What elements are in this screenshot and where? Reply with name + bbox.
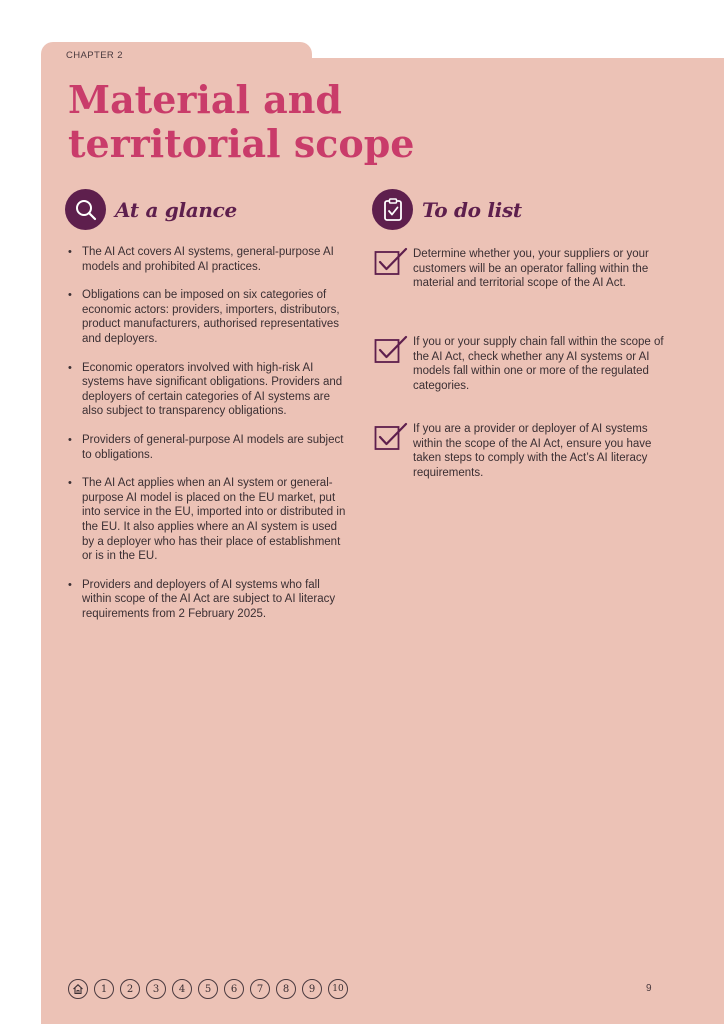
nav-page-5[interactable]: 5 (198, 979, 218, 999)
page-number: 9 (646, 983, 652, 994)
todo-text: Determine whether you, your suppliers or your customers will be an operator falling within the material and territorial scope of the AI Act. (413, 248, 649, 290)
search-icon (65, 189, 106, 230)
nav-page-9[interactable]: 9 (302, 979, 322, 999)
nav-page-2[interactable]: 2 (120, 979, 140, 999)
nav-page-6[interactable]: 6 (224, 979, 244, 999)
list-item: • Economic operators involved with high-risk AI systems have significant obligations. Providers and deployers of certain categories of AI systems are also subject to transparency obligations. (66, 361, 351, 419)
todo-text: If you or your supply chain fall within the scope of the AI Act, check whether any AI systems or AI models fall within one or more of the regulated categories. (413, 336, 664, 392)
todo-item-3 (374, 422, 664, 480)
list-item: • Providers and deployers of AI systems who fall within scope of the AI Act are subject to AI literacy requirements from 2 February 2025. (66, 578, 351, 622)
todo-text: If you are a provider or deployer of AI systems within the scope of the AI Act, ensure you have taken steps to comply with the Act’s AI literacy requirements. (413, 423, 652, 479)
list-item: • Providers of general-purpose AI models are subject to obligations. (66, 433, 351, 462)
page-title: Material and territorial scope (68, 77, 415, 166)
chapter-label: CHAPTER 2 (66, 50, 123, 61)
todo-item-2 (374, 335, 664, 393)
to-do-list-label: To do list (422, 197, 522, 222)
nav-page-4[interactable]: 4 (172, 979, 192, 999)
to-do-list-heading (372, 189, 522, 230)
nav-page-10[interactable]: 10 (328, 979, 348, 999)
checkbox-checked-icon (374, 247, 408, 277)
home-button[interactable] (68, 979, 88, 999)
nav-page-8[interactable]: 8 (276, 979, 296, 999)
todo-item-1 (374, 247, 664, 291)
chapter-navigation (68, 979, 348, 999)
list-item: • The AI Act covers AI systems, general-purpose AI models and prohibited AI practices. (66, 245, 351, 274)
at-a-glance-list (66, 245, 351, 635)
nav-page-1[interactable]: 1 (94, 979, 114, 999)
checkbox-checked-icon (374, 335, 408, 365)
nav-page-7[interactable]: 7 (250, 979, 270, 999)
checkbox-checked-icon (374, 422, 408, 452)
list-item: • Obligations can be imposed on six categories of economic actors: providers, importers, distributors, product manufacturers, authorised representatives and deployers. (66, 288, 351, 346)
at-a-glance-heading (65, 189, 237, 230)
home-icon (72, 983, 84, 995)
clipboard-check-icon (372, 189, 413, 230)
nav-page-3[interactable]: 3 (146, 979, 166, 999)
list-item: • The AI Act applies when an AI system or general-purpose AI model is placed on the EU market, put into service in the EU, imported into or distributed in the EU. It also applies where an AI system is used by a deployer who has their place of establishment or is in the EU. (66, 476, 351, 564)
at-a-glance-label: At a glance (115, 197, 237, 222)
